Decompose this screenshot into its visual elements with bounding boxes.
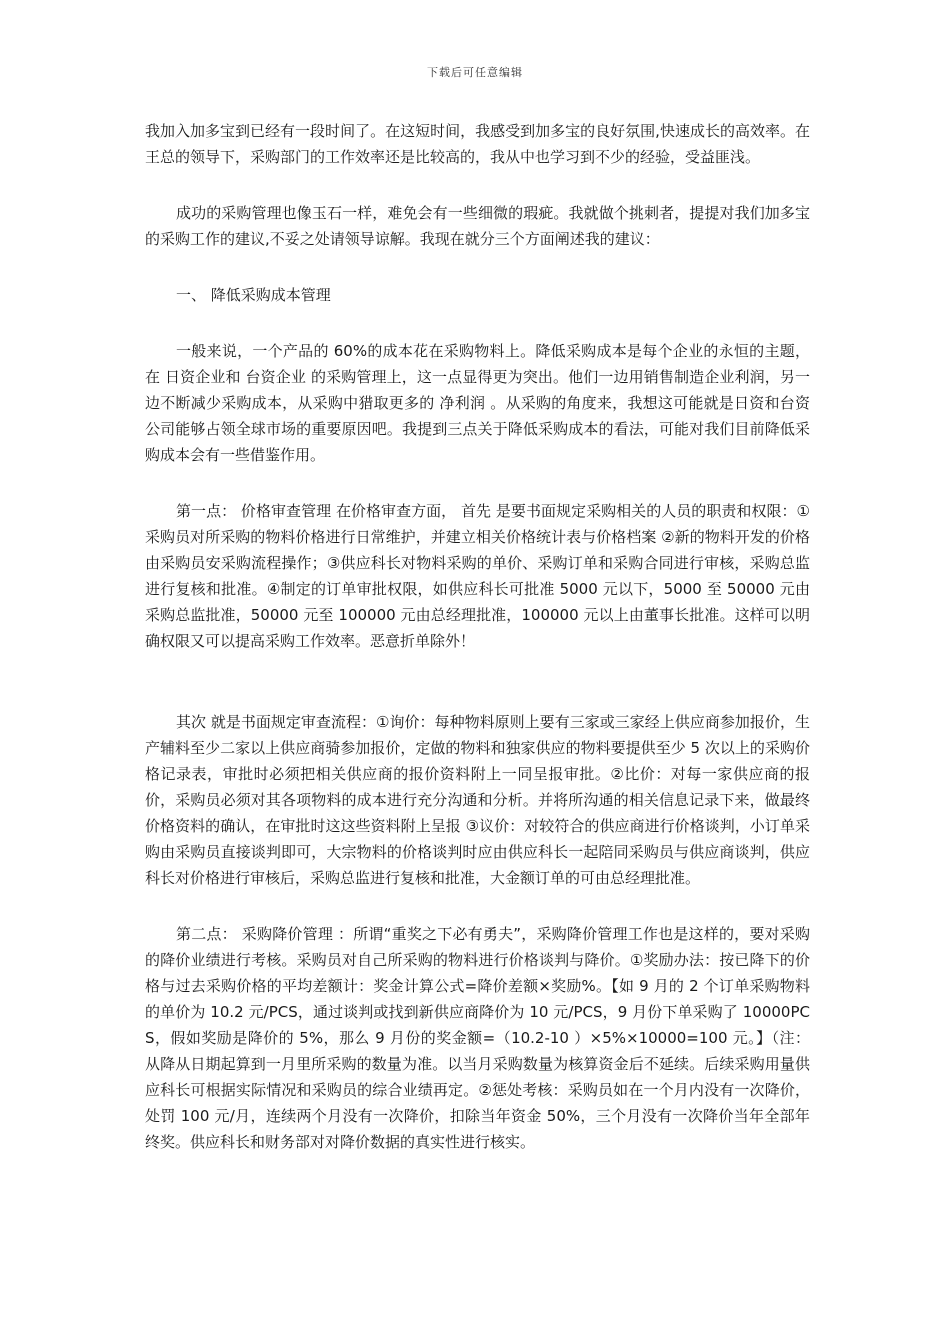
document-body: [145, 118, 810, 1155]
price-review-paragraph: 第一点： 价格审查管理 在价格审查方面， 首先 是要书面规定采购相关的人员的职责和权限：①采购员对所采购的物料价格进行日常维护，并建立相关价格统计表与价格档案 ②新的物料开发的价格由采购员安采购流程操作；③供应科长对物料采购的单价、采购订单和采购合同进行审核，采购总监进行复核和批准。④制定的订单审批权限，如供应科长可批准 5000 元以下，5000 至 50000 元由采购总监批准，50000 元至 100000 元由总经理批准，100000 元以上由董事长批准。这样可以明确权限又可以提高采购工作效率。恶意折单除外！: [145, 502, 810, 650]
page-header: 下载后可任意编辑: [427, 66, 523, 79]
section-heading: 一、 降低采购成本管理: [176, 286, 331, 304]
price-reduction-paragraph: 第二点： 采购降价管理 ：所谓“重奖之下必有勇夫”，采购降价管理工作也是这样的，要对采购的降价业绩进行考核。采购员对自己所采购的物料进行价格谈判与降价。①奖励办法：按已降下的价格与过去采购价格的平均差额计：奖金计算公式=降价差额×奖励%。【如 9 月的 2 个订单采购物料的单价为 10.2 元/PCS，通过谈判或找到新供应商降价为 10 元/PCS，9 月份下单采购了 10000PCS，假如奖励是降价的 5%，那么 9 月份的奖金额=（10.2-10 ）×5%×10000=100 元。】（注：从降从日期起算到一月里所采购的数量为准。以当月采购数量为核算资金后不延续。后续采购用量供应科长可根据实际情况和采购员的综合业绩再定。②惩处考核：采购员如在一个月内没有一次降价，处罚 100 元/月，连续两个月没有一次降价，扣除当年资金 50%，三个月没有一次降价当年全部年终奖。供应科长和财务部对对降价数据的真实性进行核实。: [145, 925, 810, 1151]
intro-paragraph: 我加入加多宝到已经有一段时间了。在这短时间，我感受到加多宝的良好氛围,快速成长的高效率。在王总的领导下，采购部门的工作效率还是比较高的，我从中也学习到不少的经验，受益匪浅。: [145, 122, 810, 166]
review-process-paragraph: 其次 就是书面规定审查流程：①询价：每种物料原则上要有三家或三家经上供应商参加报价，生产辅料至少二家以上供应商骑参加报价，定做的物料和独家供应的物料要提供至少 5 次以上的采购价格记录表，审批时必须把相关供应商的报价资料附上一同呈报审批。②比价：对每一家供应商的报价，采购员必须对其各项物料的成本进行充分沟通和分析。并将所沟通的相关信息记录下来，做最终价格资料的确认，在审批时这这些资料附上呈报 ③议价：对较符合的供应商进行价格谈判，小订单采购由采购员直接谈判即可，大宗物料的价格谈判时应由供应科长一起陪同采购员与供应商谈判，供应科长对价格进行审核后，采购总监进行复核和批准，大金额订单的可由总经理批准。: [145, 713, 810, 887]
cost-reduction-paragraph: 一般来说，一个产品的 60%的成本花在采购物料上。降低采购成本是每个企业的永恒的主题，在 日资企业和 台资企业 的采购管理上，这一点显得更为突出。他们一边用销售制造企业利润，另一边不断减少采购成本，从采购中猎取更多的 净利润 。从采购的角度来，我想这可能就是日资和台资公司能够占领全球市场的重要原因吧。我提到三点关于降低采购成本的看法，可能对我们目前降低采购成本会有一些借鉴作用。: [145, 342, 810, 464]
suggestion-intro-paragraph: 成功的采购管理也像玉石一样，难免会有一些细微的瑕疵。我就做个挑刺者，提提对我们加多宝的采购工作的建议,不妥之处请领导谅解。我现在就分三个方面阐述我的建议：: [145, 204, 810, 248]
